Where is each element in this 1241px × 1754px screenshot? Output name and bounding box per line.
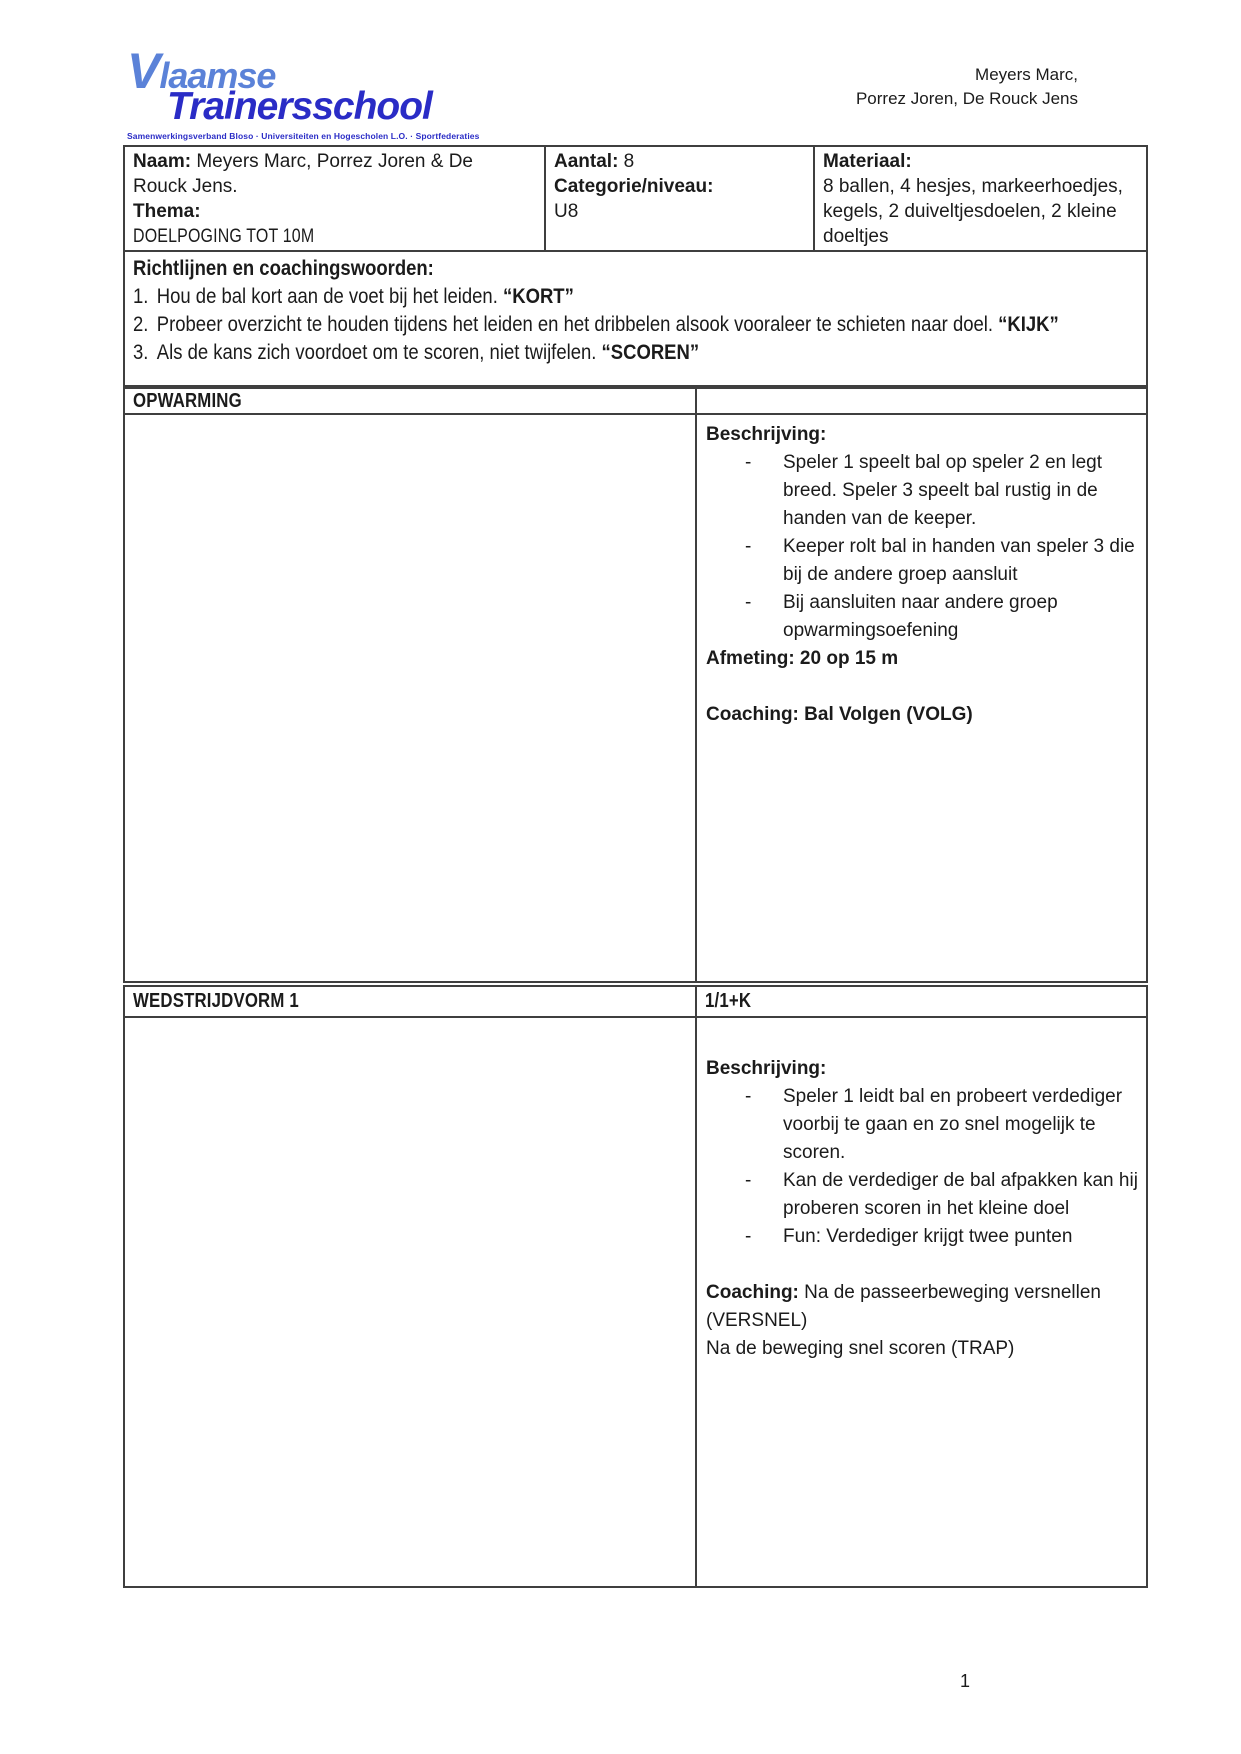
aantal-value: 8	[618, 151, 635, 172]
aantal-categorie-cell	[546, 147, 815, 251]
wedstrijdvorm-header-row	[125, 987, 1146, 1018]
thema-value: DOELPOGING TOT 10M	[133, 226, 315, 247]
categorie-label: Categorie/niveau:	[554, 176, 714, 197]
bullet-dash: -	[745, 536, 752, 557]
info-table-row	[125, 147, 1146, 252]
wedstrijdvorm-coaching-line-2: (VERSNEL)	[706, 1310, 808, 1331]
author-line-1: Meyers Marc,	[975, 65, 1078, 84]
wedstrijdvorm-bullet-3: - Fun: Verdediger krijgt twee punten	[706, 1223, 1141, 1251]
wedstrijdvorm-table	[123, 985, 1148, 1588]
item-text: Als de kans zich voordoet om te scoren, niet twijfelen. “SCOREN”	[156, 341, 700, 364]
aantal-line	[554, 149, 805, 174]
naam-value: Meyers Marc, Porrez Joren & De Rouck Jens.	[133, 151, 473, 197]
naam-thema-cell	[125, 147, 546, 251]
aantal-label: Aantal:	[554, 151, 619, 172]
wedstrijdvorm-coaching-line: Coaching: Na de passeerbeweging versnellen	[706, 1282, 1101, 1303]
logo-tagline: Samenwerkingsverband Bloso · Universiteiten en Hogescholen L.O. · Sportfederaties	[127, 131, 480, 141]
opwarming-bullet-2: - Keeper rolt bal in handen van speler 3 die bij de andere groep aansluit	[706, 533, 1141, 589]
wedstrijdvorm-title: WEDSTRIJDVORM 1	[125, 987, 697, 1016]
item-number: 2.	[133, 313, 149, 336]
bullet-dash: -	[745, 1086, 752, 1107]
opwarming-table	[123, 387, 1148, 983]
afmeting-line: Afmeting: 20 op 15 m	[706, 648, 899, 669]
opwarming-bullet-3: - Bij aansluiten naar andere groep opwarmingsoefening	[706, 589, 1141, 645]
richtlijn-item-3	[133, 339, 1141, 367]
opwarming-coaching-line: Coaching: Bal Volgen (VOLG)	[706, 704, 973, 725]
thema-label: Thema:	[133, 201, 201, 222]
opwarming-body-row	[125, 415, 1146, 981]
opwarming-diagram-area	[125, 415, 697, 981]
wedstrijdvorm-bullet-1: - Speler 1 leidt bal en probeert verdediger voorbij te gaan en zo snel mogelijk te scoren.	[706, 1083, 1141, 1167]
coaching-label: Coaching:	[706, 1282, 799, 1303]
page-number: 1	[960, 1671, 971, 1691]
bullet-dash: -	[745, 452, 752, 473]
item-number: 1.	[133, 285, 149, 308]
naam-line	[133, 149, 505, 199]
wedstrijdvorm-subtitle: 1/1+K	[705, 990, 752, 1012]
logo-word-trainersschool: Trainersschool	[167, 85, 432, 128]
opwarming-bullet-1: - Speler 1 speelt bal op speler 2 en legt breed. Speler 3 speelt bal rustig in de handen van de keeper.	[706, 449, 1141, 533]
categorie-value: U8	[554, 201, 579, 222]
richtlijnen-title: Richtlijnen en coachingswoorden:	[133, 257, 434, 280]
item-text: Hou de bal kort aan de voet bij het leiden. “KORT”	[156, 285, 574, 308]
wedstrijdvorm-coaching-line-3: Na de beweging snel scoren (TRAP)	[706, 1338, 1015, 1359]
wedstrijdvorm-description	[697, 1018, 1149, 1586]
bullet-dash: -	[745, 1226, 752, 1247]
author-line-2: Porrez Joren, De Rouck Jens	[855, 89, 1078, 108]
opwarming-header-row	[125, 389, 1146, 415]
richtlijn-item-2	[133, 311, 1141, 339]
opwarming-description	[697, 415, 1149, 981]
authors-block	[678, 63, 1078, 111]
materiaal-cell	[815, 147, 1146, 251]
spacer	[706, 673, 1141, 701]
richtlijn-item-1	[133, 283, 1141, 311]
richtlijnen-block	[133, 255, 1141, 367]
materiaal-value: 8 ballen, 4 hesjes, markeerhoedjes, kegels, 2 duiveltjesdoelen, 2 kleine doeltjes	[823, 176, 1123, 247]
naam-label: Naam:	[133, 151, 192, 172]
logo-word-vlaamse: Vlaamse	[127, 43, 276, 99]
bullet-dash: -	[745, 592, 752, 613]
wedstrijdvorm-body-row	[125, 1018, 1146, 1586]
opwarming-title: OPWARMING	[125, 389, 697, 413]
wedstrijdvorm-bullet-2: - Kan de verdediger de bal afpakken kan hij proberen scoren in het kleine doel	[706, 1167, 1141, 1223]
bullet-dash: -	[745, 1170, 752, 1191]
spacer	[706, 1251, 1141, 1279]
beschrijving-label: Beschrijving:	[706, 424, 827, 445]
beschrijving-label: Beschrijving:	[706, 1058, 827, 1079]
item-text: Probeer overzicht te houden tijdens het leiden en het dribbelen alsook vooraleer te schieten naar doel. “KIJK”	[156, 313, 1059, 336]
opwarming-subtitle-cell	[697, 389, 1146, 413]
materiaal-label: Materiaal:	[823, 151, 912, 172]
wedstrijdvorm-diagram-area	[125, 1018, 697, 1586]
info-table	[123, 145, 1148, 387]
coaching-keyword: “SCOREN”	[601, 341, 700, 364]
vlaamse-trainersschool-logo	[123, 43, 480, 141]
item-number: 3.	[133, 341, 149, 364]
coaching-keyword: “KIJK”	[998, 313, 1059, 336]
coaching-keyword: “KORT”	[502, 285, 574, 308]
richtlijnen-section	[125, 252, 1146, 385]
